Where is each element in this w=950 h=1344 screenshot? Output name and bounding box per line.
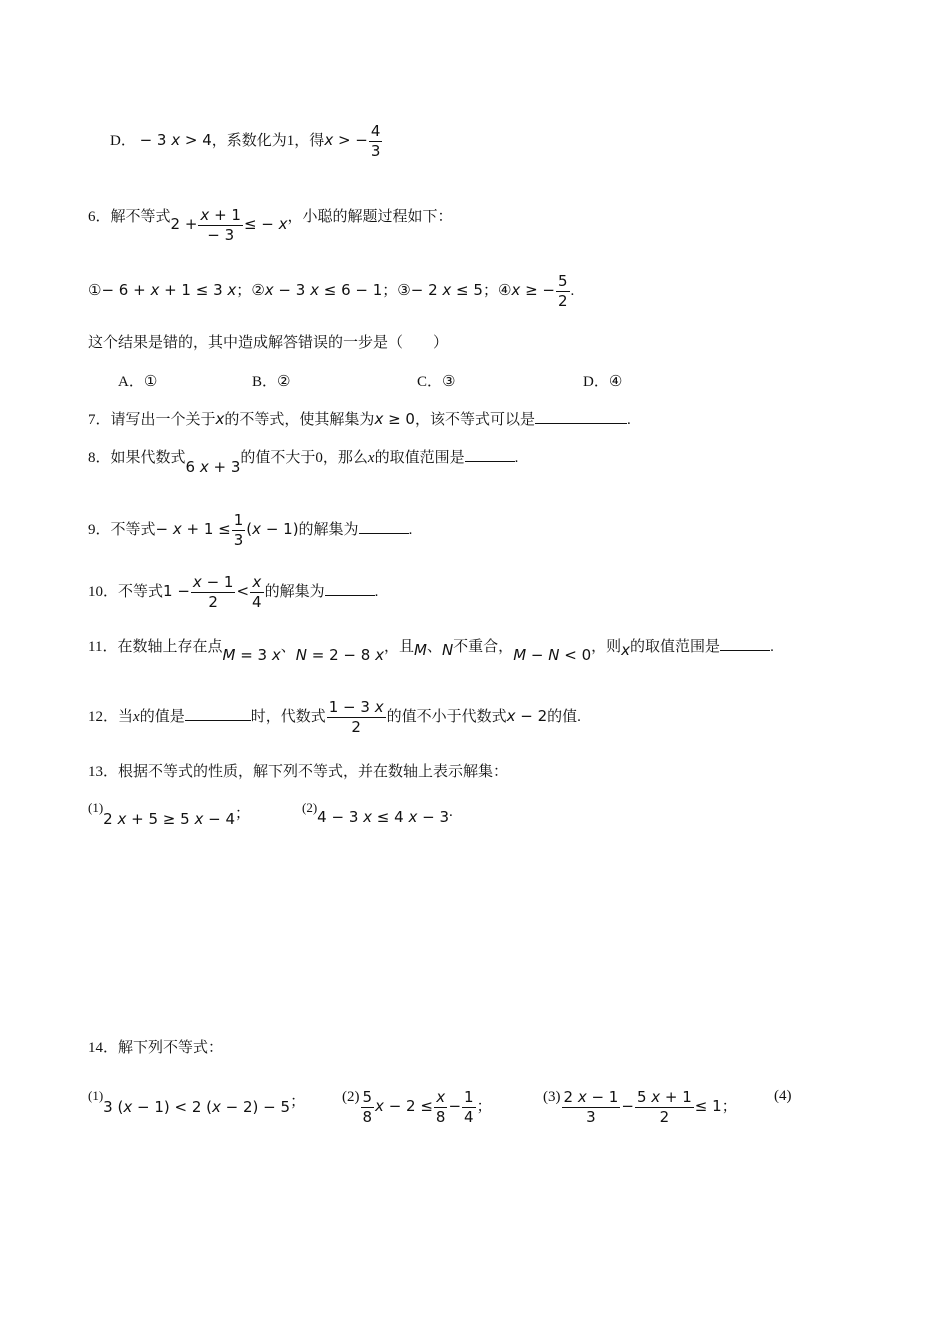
question-number: 13． [88, 764, 119, 780]
fraction: $\frac{1 - 3 x}{2}$ [328, 698, 384, 737]
answer-blank[interactable] [359, 519, 409, 534]
option-label: D． [110, 133, 136, 149]
q6-prefix: 解不等式 [110, 209, 171, 225]
separator: 、 [280, 639, 296, 655]
q12-text: 的值不小于代数式 [386, 709, 507, 725]
q10-text: 的解集为 [264, 584, 325, 600]
separator: ； [290, 1094, 306, 1110]
math-expr: N = 2 − 8 x [295, 646, 384, 664]
period: . [514, 450, 519, 466]
q14-part-2 [342, 1084, 492, 1129]
separator: ； [482, 283, 498, 299]
q11 [88, 635, 774, 664]
period: . [770, 639, 774, 655]
math-expr: − 6 + x + 1 ≤ 3 x [101, 281, 237, 299]
q12 [88, 694, 581, 739]
q12-text: 当 [118, 709, 134, 725]
q6-stem [88, 194, 453, 245]
math-var: N [441, 641, 454, 659]
math-expr: − x + 1 ≤ [155, 520, 231, 538]
question-number: 12． [88, 709, 119, 725]
q12-text: 的值. [547, 709, 581, 725]
answer-blank[interactable] [325, 581, 375, 596]
q6-option-d[interactable] [583, 370, 622, 391]
step-marker: ① [88, 281, 102, 299]
fraction: $\frac{2 x - 1}{3}$ [563, 1088, 619, 1127]
q9 [88, 507, 412, 552]
option-label: B． [252, 374, 278, 390]
option-label: D． [583, 374, 609, 390]
part-label: (4) [774, 1088, 792, 1104]
q13-stem [88, 760, 508, 781]
q11-text: ，且 [383, 639, 414, 655]
math-expr: − [448, 1097, 462, 1115]
part-label: (1) [88, 800, 104, 815]
q8 [88, 446, 519, 476]
math-expr: (x − 1) [246, 520, 299, 538]
q6-steps [88, 268, 574, 313]
question-number: 11． [88, 639, 118, 655]
q13-part-2 [302, 800, 453, 826]
math-var: x [367, 450, 375, 466]
math-expr: x − 2 [506, 707, 548, 725]
step-marker: ③ [397, 281, 411, 299]
q13-part-1 [88, 800, 251, 828]
math-expr: − 3 x > 4 [139, 131, 212, 149]
separator: 、 [426, 639, 442, 655]
q8-text: 的值不大于0，那么 [240, 450, 368, 466]
q14-stem [88, 1036, 223, 1057]
question-number: 9． [88, 522, 111, 538]
q8-text: 如果代数式 [110, 450, 186, 466]
part-label: (1) [88, 1088, 104, 1103]
math-expr: x > − [324, 131, 368, 149]
separator: ； [235, 806, 251, 822]
fraction: $\frac{5}{8}$ [362, 1088, 373, 1127]
math-expr: ≤ − x [243, 215, 288, 233]
answer-blank[interactable] [185, 706, 251, 721]
option-label: C． [417, 374, 443, 390]
q7-text: ，该不等式可以是 [414, 412, 535, 428]
q7-text: 请写出一个关于 [110, 412, 216, 428]
math-var: x [133, 709, 140, 725]
q10-text: 不等式 [118, 584, 164, 600]
question-number: 8． [88, 450, 111, 466]
separator: ； [721, 1099, 737, 1115]
q9-text: 的解集为 [298, 522, 359, 538]
part-label: (2) [342, 1089, 360, 1105]
q14-text: 解下列不等式： [118, 1040, 224, 1056]
separator: ； [476, 1099, 492, 1115]
math-expr: M − N < 0 [513, 646, 592, 664]
math-expr: x ≥ − [511, 281, 555, 299]
fraction: $\frac{5 x + 1}{2}$ [636, 1088, 692, 1127]
fraction: $\frac{1}{3}$ [233, 511, 244, 550]
question-number: 6． [88, 209, 111, 225]
answer-blank[interactable] [465, 447, 515, 462]
question-number: 14． [88, 1040, 119, 1056]
option-value: ① [143, 372, 158, 390]
question-number: 7． [88, 412, 111, 428]
period: . [627, 412, 631, 428]
q9-text: 不等式 [110, 522, 156, 538]
option-value: ③ [442, 372, 456, 390]
fraction: $\frac{1}{4}$ [464, 1088, 474, 1127]
q11-text: 的取值范围是 [630, 639, 721, 655]
option-value: ② [277, 372, 291, 390]
fraction: $\frac{5}{2}$ [557, 272, 568, 311]
math-expr: − 2 x ≤ 5 [410, 281, 483, 299]
math-expr: 6 x + 3 [185, 458, 241, 476]
step-marker: ④ [497, 281, 512, 299]
q6-question: 这个结果是错的，其中造成解答错误的一步是（ ） [88, 335, 449, 351]
math-expr: 2 x + 5 ≥ 5 x − 4 [103, 810, 235, 828]
q6-suffix: ，小聪的解题过程如下： [287, 209, 453, 225]
fraction: $\frac{x}{8}$ [435, 1088, 446, 1127]
math-expr: 1 − [163, 582, 190, 600]
math-expr: 2 + [170, 215, 198, 233]
q12-text: 的值是 [139, 709, 185, 725]
math-expr: 4 − 3 x ≤ 4 x − 3 [317, 808, 449, 826]
option-label: A． [118, 374, 144, 390]
q14-part-3 [543, 1084, 737, 1129]
period: . [449, 804, 453, 820]
separator: ； [236, 283, 252, 299]
q10 [88, 569, 378, 614]
fraction: $\frac{x}{4}$ [252, 573, 262, 612]
math-expr: < [236, 582, 250, 600]
q6-option-a[interactable] [118, 370, 157, 391]
part-label: (3) [543, 1089, 561, 1105]
q5d-text: ，系数化为1，得 [211, 133, 325, 149]
math-expr: x − 2 ≤ [375, 1097, 433, 1115]
fraction: $\frac{x + 1}{- 3}$ [200, 206, 241, 245]
q13-text: 根据不等式的性质，解下列不等式，并在数轴上表示解集： [118, 764, 509, 780]
q6-option-c[interactable] [417, 370, 455, 391]
period: . [374, 584, 379, 600]
math-var: x [215, 410, 225, 428]
math-var: M [413, 641, 427, 659]
step-marker: ② [251, 281, 265, 299]
q7 [88, 408, 631, 429]
question-number: 10． [88, 584, 119, 600]
q12-text: 时，代数式 [250, 709, 326, 725]
math-var: x [621, 641, 631, 659]
fraction: $\frac{x - 1}{2}$ [192, 573, 234, 612]
q5-option-d [110, 118, 383, 163]
math-expr: − [621, 1097, 634, 1115]
part-label: (2) [302, 800, 318, 815]
option-value: ④ [608, 372, 623, 390]
math-expr: ≤ 1 [694, 1097, 722, 1115]
math-expr: x ≥ 0 [374, 410, 415, 428]
fraction: $\frac{4}{3}$ [370, 122, 381, 161]
math-expr: 3 (x − 1) < 2 (x − 2) − 5 [103, 1098, 291, 1116]
q11-text: 在数轴上存在点 [117, 639, 223, 655]
q8-text: 的取值范围是 [374, 450, 465, 466]
separator: ； [382, 283, 398, 299]
q14-part-1 [88, 1088, 306, 1116]
q6-option-b[interactable] [252, 370, 290, 391]
q7-text: 的不等式，使其解集为 [224, 412, 375, 428]
answer-blank[interactable] [535, 409, 627, 424]
q11-text: ，则 [591, 639, 622, 655]
answer-blank[interactable] [720, 636, 770, 651]
math-expr: x − 3 x ≤ 6 − 1 [264, 281, 383, 299]
period: . [570, 283, 575, 299]
period: . [408, 522, 413, 538]
math-expr: M = 3 x [222, 646, 281, 664]
q11-text: 不重合， [453, 639, 514, 655]
q14-part-4 [774, 1088, 792, 1105]
